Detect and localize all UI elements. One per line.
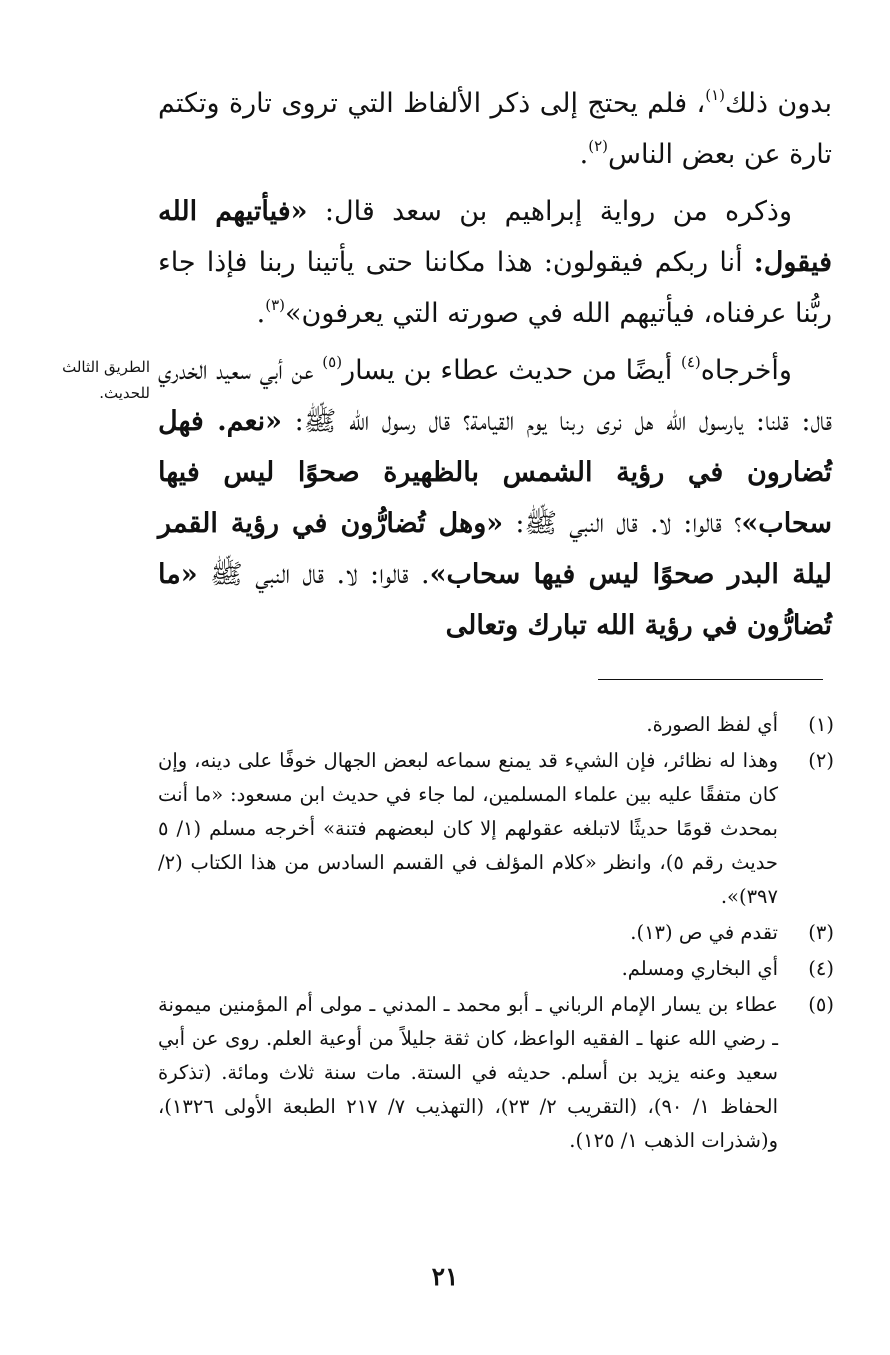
footnote-number: (١) — [808, 713, 834, 736]
hadith-quote: «ما تُضارُّون في رؤية الله تبارك وتعالى — [158, 559, 832, 641]
footnotes — [158, 708, 834, 1160]
paragraph-2 — [158, 186, 832, 339]
footnote-number: (٣) — [808, 921, 834, 944]
hadith-quote: «وهل تُضارُّون في رؤية القمر ليلة البدر صحوًا ليس فيها سحاب» — [158, 508, 832, 590]
footnote-item — [158, 744, 834, 914]
text-run: بدون ذلك — [725, 88, 832, 119]
text-run: . — [256, 298, 266, 329]
page-number: ٢١ — [431, 1262, 459, 1291]
text-run: ، فلم يحتج إلى ذكر الألفاظ التي تروى تارة وتكتم تارة عن بعض الناس — [158, 88, 832, 170]
hadith-quote: «نعم. فهل تُضارون في رؤية الشمس بالظهيرة صحوًا ليس فيها سحاب» — [158, 406, 832, 539]
margin-note: الطريق الثالث للحديث. — [62, 358, 150, 402]
footnote-item — [158, 708, 834, 742]
text-run: . قالوا: لا. قال النبي ﷺ — [197, 559, 430, 590]
footnote-number: (٢) — [808, 749, 834, 772]
footnote-item — [158, 952, 834, 986]
text-run: ؟ قالوا: لا. قال النبي ﷺ: — [503, 508, 742, 539]
footnote-separator — [598, 679, 823, 680]
text-run: وأخرجاه — [700, 355, 792, 386]
footnote-ref-2: (٢) — [588, 137, 608, 155]
footnote-item — [158, 916, 834, 950]
footnote-text: تقدم في ص (١٣). — [630, 921, 778, 944]
text-run: عن أبي سعيد الخدري قال: قلنا: يارسول الله هل نرى ربنا يوم القيامة؟ قال رسول الله ﷺ: — [158, 355, 832, 437]
footnote-number: (٥) — [808, 993, 834, 1016]
footnote-number: (٤) — [808, 957, 834, 980]
paragraph-1 — [158, 78, 832, 180]
footnote-text: أي البخاري ومسلم. — [621, 957, 778, 980]
paragraph-3 — [158, 345, 832, 651]
footnote-text: عطاء بن يسار الإمام الرباني ـ أبو محمد ـ المدني ـ مولى أم المؤمنين ميمونة ـ رضي الله عنها ـ الفقيه الواعظ، كان ثقة جليلاً من أوعية العلم. روى عن أبي سعيد وعنه يزيد بن أسلم. حديثه في الستة. مات سنة ثلاث ومائة. (تذكرة الحفاظ ١/ ٩٠)، (التقريب ٢/ ٢٣)، (التهذيب ٧/ ٢١٧ الطبعة الأولى ١٣٢٦)، و(شذرات الذهب ١/ ١٢٥). — [158, 993, 778, 1152]
footnote-ref-5: (٥) — [322, 353, 343, 371]
text-run: أيضًا من حديث عطاء بن يسار — [342, 355, 681, 386]
text-run: . — [579, 139, 589, 170]
footnote-text: وهذا له نظائر، فإن الشيء قد يمنع سماعه لبعض الجهال خوفًا على دينه، وإن كان متفقًا عليه بين علماء المسلمين، لما جاء في حديث ابن مسعود: «ما أنت بمحدث قومًا حديثًا لاتبلغه عقولهم إلا كان لبعضهم فتنة» أخرجه مسلم (١/ ٥ حديث رقم ٥)، وانظر «كلام المؤلف في القسم السادس من هذا الكتاب (٢/ ٣٩٧)». — [158, 749, 778, 908]
footnote-ref-3: (٣) — [265, 296, 285, 314]
footnote-text: أي لفظ الصورة. — [646, 713, 778, 736]
footnote-item — [158, 988, 834, 1158]
footnote-ref-1: (١) — [705, 86, 726, 104]
footnote-ref-4: (٤) — [681, 353, 701, 371]
text-run: أنا ربكم فيقولون: هذا مكاننا حتى يأتينا ربنا فإذا جاء ربُّنا عرفناه، فيأتيهم الله في صورته التي يعرفون» — [158, 247, 832, 329]
hadith-quote: «فيأتيهم الله فيقول: — [158, 196, 832, 278]
main-text — [158, 78, 832, 651]
text-run: وذكره من رواية إبراهيم بن سعد قال: — [307, 196, 792, 227]
